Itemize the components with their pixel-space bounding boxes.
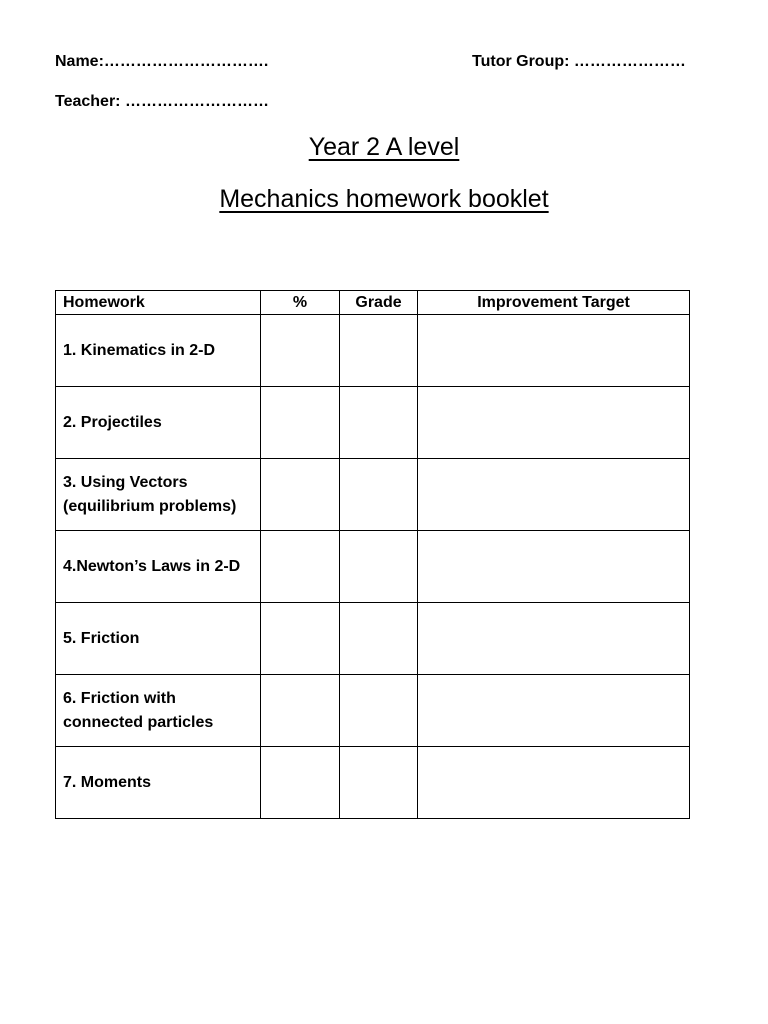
target-cell	[418, 675, 690, 747]
table-row	[56, 459, 690, 531]
percent-cell	[261, 747, 340, 819]
column-header-percent: %	[261, 291, 340, 315]
column-header-improvement-target: Improvement Target	[418, 291, 690, 315]
target-cell	[418, 387, 690, 459]
percent-cell	[261, 675, 340, 747]
teacher-field: Teacher: ………………………	[55, 93, 269, 110]
percent-cell	[261, 315, 340, 387]
document-subtitle: Mechanics homework booklet	[219, 185, 549, 213]
homework-cell: 5. Friction	[56, 603, 261, 675]
table-row	[56, 675, 690, 747]
table-row	[56, 387, 690, 459]
tutor-group-field: Tutor Group: …………………	[472, 53, 686, 70]
table-row	[56, 603, 690, 675]
document-title: Year 2 A level	[308, 133, 460, 161]
target-cell	[418, 459, 690, 531]
table-row	[56, 531, 690, 603]
target-cell	[418, 747, 690, 819]
grade-cell	[340, 315, 418, 387]
table-header-row	[56, 291, 690, 315]
name-field: Name:………………………….	[55, 53, 269, 70]
column-header-grade: Grade	[340, 291, 418, 315]
percent-cell	[261, 387, 340, 459]
homework-cell: 4.Newton’s Laws in 2-D	[56, 531, 261, 603]
percent-cell	[261, 459, 340, 531]
homework-cell: 6. Friction with connected particles	[56, 675, 261, 747]
column-header-homework: Homework	[56, 291, 261, 315]
homework-cell: 7. Moments	[56, 747, 261, 819]
target-cell	[418, 603, 690, 675]
grade-cell	[340, 459, 418, 531]
grade-cell	[340, 531, 418, 603]
grade-cell	[340, 675, 418, 747]
target-cell	[418, 531, 690, 603]
percent-cell	[261, 531, 340, 603]
homework-cell: 3. Using Vectors (equilibrium problems)	[56, 459, 261, 531]
homework-cell: 2. Projectiles	[56, 387, 261, 459]
grade-cell	[340, 387, 418, 459]
grade-cell	[340, 603, 418, 675]
table-row	[56, 315, 690, 387]
homework-cell: 1. Kinematics in 2-D	[56, 315, 261, 387]
homework-table	[55, 290, 690, 819]
percent-cell	[261, 603, 340, 675]
table-row	[56, 747, 690, 819]
grade-cell	[340, 747, 418, 819]
target-cell	[418, 315, 690, 387]
